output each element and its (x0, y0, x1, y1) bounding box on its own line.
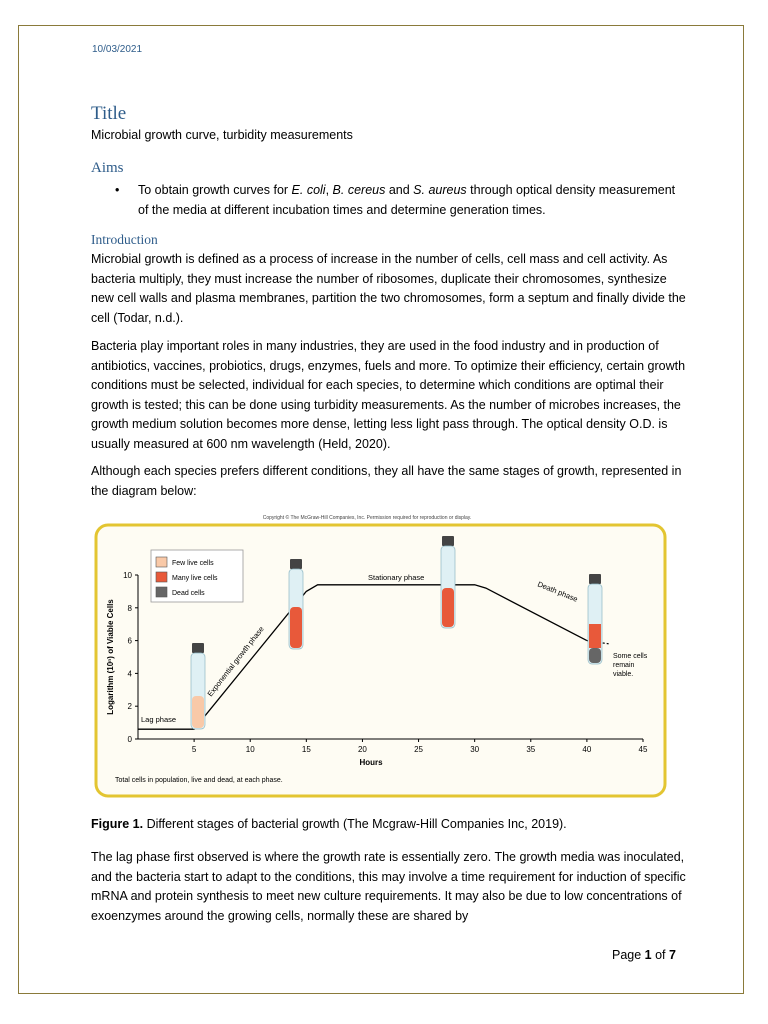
aims-heading: Aims (91, 160, 124, 176)
legend-swatch-many (156, 572, 167, 582)
x-axis-label: Hours (359, 758, 383, 767)
legend-label-many: Many live cells (172, 575, 218, 582)
species-saureus: S. aureus (413, 183, 467, 197)
death-phase-label: Death phase (536, 579, 580, 604)
x-tick-label: 25 (414, 745, 424, 754)
growth-curve-figure (93, 511, 679, 798)
y-tick-label: 6 (127, 636, 132, 646)
species-bcereus: B. cereus (332, 183, 386, 197)
tube-death (588, 574, 602, 664)
figure-caption (91, 817, 567, 831)
legend-label-dead: Dead cells (172, 590, 205, 597)
legend-swatch-few (156, 557, 167, 567)
figure-footnote: Total cells in population, live and dead, at each phase. (115, 777, 283, 784)
figure-caption-text: Different stages of bacterial growth (The Mcgraw-Hill Companies Inc, 2019). (143, 817, 567, 831)
stationary-phase-label: Stationary phase (368, 573, 425, 582)
intro-paragraph-2: Bacteria play important roles in many industries, they are used in the food industry and in production of antibiotics, vaccines, probiotics, drugs, enzymes, fuels and more. To optimize their efficiency, certain growth conditions must be selected, individual for each species, to determine which conditions are optimal their growth is tested; this can be done using turbidity measurements. As the number of microbes increases, the growth medium solution becomes more dense, letting less light pass through. The optical density O.D. is usually measured at 600 nm wavelength (Held, 2020). (91, 339, 686, 451)
x-tick-label: 30 (470, 745, 480, 754)
y-tick-label: 8 (127, 603, 132, 613)
legend (151, 550, 243, 602)
document-subtitle: Microbial growth curve, turbidity measurements (91, 128, 353, 142)
x-tick-label: 10 (245, 745, 255, 754)
section-title-heading: Title (91, 103, 127, 124)
legend-label-few: Few live cells (172, 560, 214, 567)
tube-stationary (441, 536, 455, 628)
tube-exponential (289, 559, 303, 649)
figure-copyright: Copyright © The McGraw-Hill Companies, Inc. Permission required for reproduction or display. (262, 515, 472, 521)
x-tick-label: 15 (301, 745, 311, 754)
species-ecoli: E. coli (291, 183, 326, 197)
bullet-icon: • (115, 183, 120, 197)
viable-note: Some cells remain viable. (613, 653, 648, 678)
aim-list-item (115, 181, 685, 220)
figure-caption-label: Figure 1. (91, 817, 144, 831)
aim-text: To obtain growth curves for E. coli, B. cereus and S. aureus through optical density measurement of the media at different incubation times and determine generation times. (138, 183, 676, 217)
y-tick-label: 0 (127, 735, 132, 744)
x-tick-label: 40 (582, 745, 592, 754)
header-date: 10/03/2021 (92, 44, 143, 55)
exponential-phase-label: Exponential growth phase (205, 624, 266, 699)
intro-paragraph-3: Although each species prefers different conditions, they all have the same stages of growth, represented in the diagram below: (91, 464, 682, 498)
growth-curve-svg (93, 511, 679, 798)
x-tick-label: 35 (526, 745, 536, 754)
legend-swatch-dead (156, 587, 167, 597)
introduction-heading: Introduction (91, 232, 158, 247)
x-tick-label: 20 (357, 745, 367, 754)
y-tick-label: 4 (127, 669, 132, 679)
y-tick-label: 2 (127, 702, 132, 712)
page-number: Page 1 of 7 (612, 948, 676, 962)
lag-phase-label: Lag phase (141, 715, 177, 724)
y-axis-label: Logarithm (10ⁿ) of Viable Cells (106, 599, 115, 715)
tube-lag (191, 643, 205, 729)
lag-phase-paragraph: The lag phase first observed is where the growth rate is essentially zero. The growth media was inoculated, and the bacteria start to adapt to the conditions, this may involve a time requirement for induction of specific mRNA and protein synthesis to meet new culture requirements. It may also be due to low concentrations of exoenzymes around the growing cells, normally these are shared by (91, 850, 686, 923)
intro-paragraph-1: Microbial growth is defined as a process of increase in the number of cells, cell mass and cell activity. As bacteria multiply, they must increase the number of ribosomes, duplicate their chromosomes, synthesize new cell walls and plasma membranes, partition the two chromosomes, form a septum and finally divide the cell (Todar, n.d.). (91, 252, 686, 325)
x-tick-label: 5 (191, 745, 197, 754)
x-tick-label: 45 (638, 745, 648, 754)
y-tick-label: 10 (123, 571, 132, 580)
